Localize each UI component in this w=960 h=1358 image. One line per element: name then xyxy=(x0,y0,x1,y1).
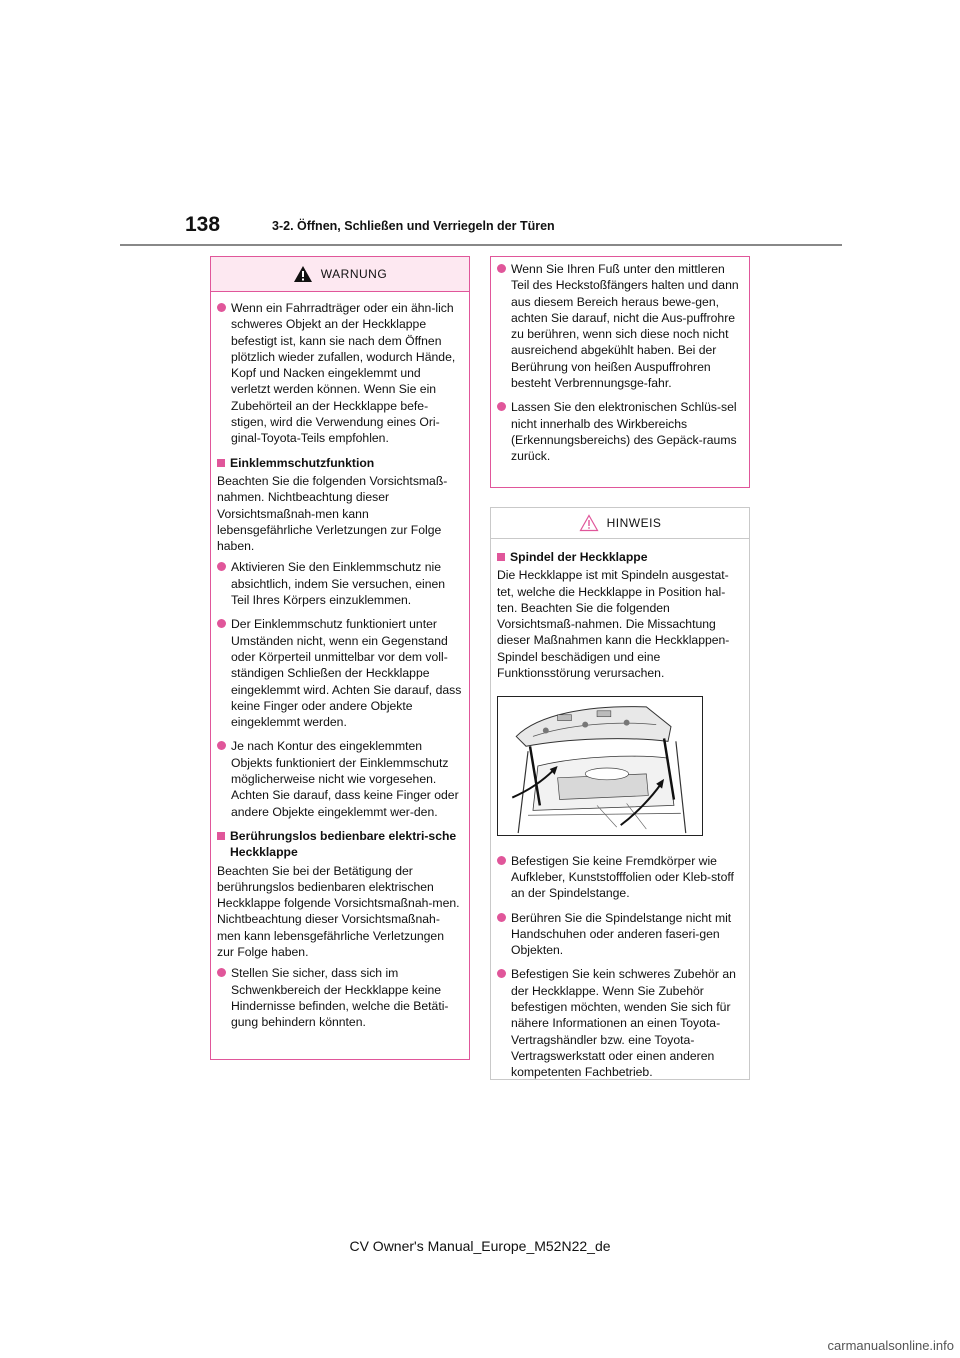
square-bullet-icon xyxy=(497,553,505,561)
paragraph: Die Heckklappe ist mit Spindeln ausgestat-tet, welche die Heckklappe in Position hal-ten. Beachten Sie die folgenden Vorsichtsmaß-nahmen. Die Missachtung dieser Maßnahmen kann die Heckklappen-Spindel beschädigen und eine Funktionsstörung verursachen. xyxy=(497,568,730,681)
warning-triangle-icon xyxy=(293,265,313,283)
list-item xyxy=(217,738,463,819)
bullet-text: Befestigen Sie keine Fremdkörper wie Aufkleber, Kunststofffolien oder Kleb-stoff an der Spindelstange. xyxy=(511,853,734,901)
hint-box xyxy=(490,507,750,1080)
list-item xyxy=(217,559,463,608)
subsection-heading xyxy=(217,455,463,471)
list-item xyxy=(497,853,743,902)
paragraph: Beachten Sie die folgenden Vorsichtsmaß-nahmen. Nichtbeachtung dieser Vorsichtsmaßnah-men kann lebensgefährliche Verletzungen zur Folge haben. xyxy=(217,473,448,554)
subsection-heading-text: Spindel der Heckklappe xyxy=(510,550,648,564)
list-item xyxy=(497,399,743,464)
square-bullet-icon xyxy=(217,832,225,840)
warning-title: WARNUNG xyxy=(320,267,388,281)
bullet-dot-icon xyxy=(217,562,226,571)
tailgate-strut-illustration xyxy=(497,696,703,836)
paragraph: Beachten Sie bei der Betätigung der berührungslos bedienbaren elektrischen Heckklappe folgende Vorsichtsmaßnah-men. Nichtbeachtung dieser Vorsichtsmaßnah-men kann lebensgefährliche Verletzungen zur Folge haben. xyxy=(217,863,460,959)
warning-header xyxy=(211,257,469,292)
caution-triangle-icon xyxy=(579,514,599,532)
warning-box xyxy=(210,256,470,1060)
bullet-text: Je nach Kontur des eingeklemmten Objekts funktioniert der Einklemmschutz möglicherweise nicht wie vorgesehen. Achten Sie darauf, dass keine Finger oder andere Objekte eingeklemmt wer-den. xyxy=(231,739,459,819)
header-rule xyxy=(120,244,842,246)
subsection-heading xyxy=(497,549,743,565)
hint-header xyxy=(491,508,749,539)
list-item xyxy=(497,966,743,1080)
warning-continued-box xyxy=(490,256,750,488)
list-item xyxy=(217,965,463,1030)
section-title: 3-2. Öffnen, Schließen und Verriegeln der Türen xyxy=(272,219,555,233)
bullet-text: Berühren Sie die Spindelstange nicht mit Handschuhen oder anderen faseri-gen Objekten. xyxy=(511,910,732,958)
page-number: 138 xyxy=(185,213,221,236)
bullet-text: Aktivieren Sie den Einklemmschutz nie absichtlich, indem Sie versuchen, einen Teil Ihres Körpers einzuklemmen. xyxy=(231,560,446,608)
bullet-dot-icon xyxy=(497,969,506,978)
subsection-heading xyxy=(217,828,463,861)
subsection-heading-text: Berührungslos bedienbare elektri-sche Heckklappe xyxy=(230,828,457,860)
bullet-dot-icon xyxy=(217,741,226,750)
bullet-text: Wenn ein Fahrradträger oder ein ähn-lich schweres Objekt an der Heckklappe befestigt ist, kann sie nach dem Öffnen plötzlich wieder zufallen, wodurch Hände, Kopf und Nacken eingeklemmt und verletzt werden können. Wenn Sie ein Zubehörteil an der Heckklappe befe-stigen, wird die Verwendung eines Ori-ginal-Toyota-Teils empfohlen. xyxy=(231,301,456,446)
bullet-text: Stellen Sie sicher, dass sich im Schwenkbereich der Heckklappe keine Hindernisse befinden, welche die Betäti-gung behindern könnten. xyxy=(231,966,449,1030)
bullet-dot-icon xyxy=(217,968,226,977)
bullet-dot-icon xyxy=(497,856,506,865)
bullet-dot-icon xyxy=(497,264,506,273)
bullet-dot-icon xyxy=(217,619,226,628)
bullet-dot-icon xyxy=(217,303,226,312)
footer-manual-id: CV Owner's Manual_Europe_M52N22_de xyxy=(349,1238,611,1254)
bullet-text: Befestigen Sie kein schweres Zubehör an der Heckklappe. Wenn Sie Zubehör befestigen möchten, wenden Sie sich für nähere Informationen an einen Toyota-Vertragshändler bzw. eine Toyota-Vertragswerkstatt oder einen anderen kompetenten Fachbetrieb. xyxy=(511,967,736,1080)
list-item xyxy=(497,910,743,959)
subsection-heading-text: Einklemmschutzfunktion xyxy=(230,455,375,470)
bullet-dot-icon xyxy=(497,402,506,411)
list-item xyxy=(217,616,463,730)
bullet-text: Der Einklemmschutz funktioniert unter Umständen nicht, wenn ein Gegenstand oder Körperteil unmittelbar vor dem voll-ständigen Schließen der Heckklappe eingeklemmt wird. Achten Sie darauf, dass keine Finger oder andere Objekte eingeklemmt werden. xyxy=(231,617,462,730)
list-item xyxy=(497,261,743,391)
hint-title: HINWEIS xyxy=(606,516,662,530)
bullet-text: Wenn Sie Ihren Fuß unter den mittleren Teil des Heckstoßfängers halten und dann aus diesem Bereich heraus bewe-gen, achten Sie darauf, nicht die Aus-puffrohre zu berühren, wenn sich diese noch nicht ausreichend abgekühlt haben. Bei der Berührung von heißen Auspuffrohren besteht Verbrennungsge-fahr. xyxy=(511,262,739,391)
list-item xyxy=(217,300,463,447)
square-bullet-icon xyxy=(217,459,225,467)
watermark[interactable]: carmanualsonline.info xyxy=(827,1338,954,1353)
bullet-dot-icon xyxy=(497,913,506,922)
bullet-text: Lassen Sie den elektronischen Schlüs-sel nicht innerhalb des Wirkbereichs (Erkennungsbereichs) des Gepäck-raums zurück. xyxy=(511,400,737,464)
